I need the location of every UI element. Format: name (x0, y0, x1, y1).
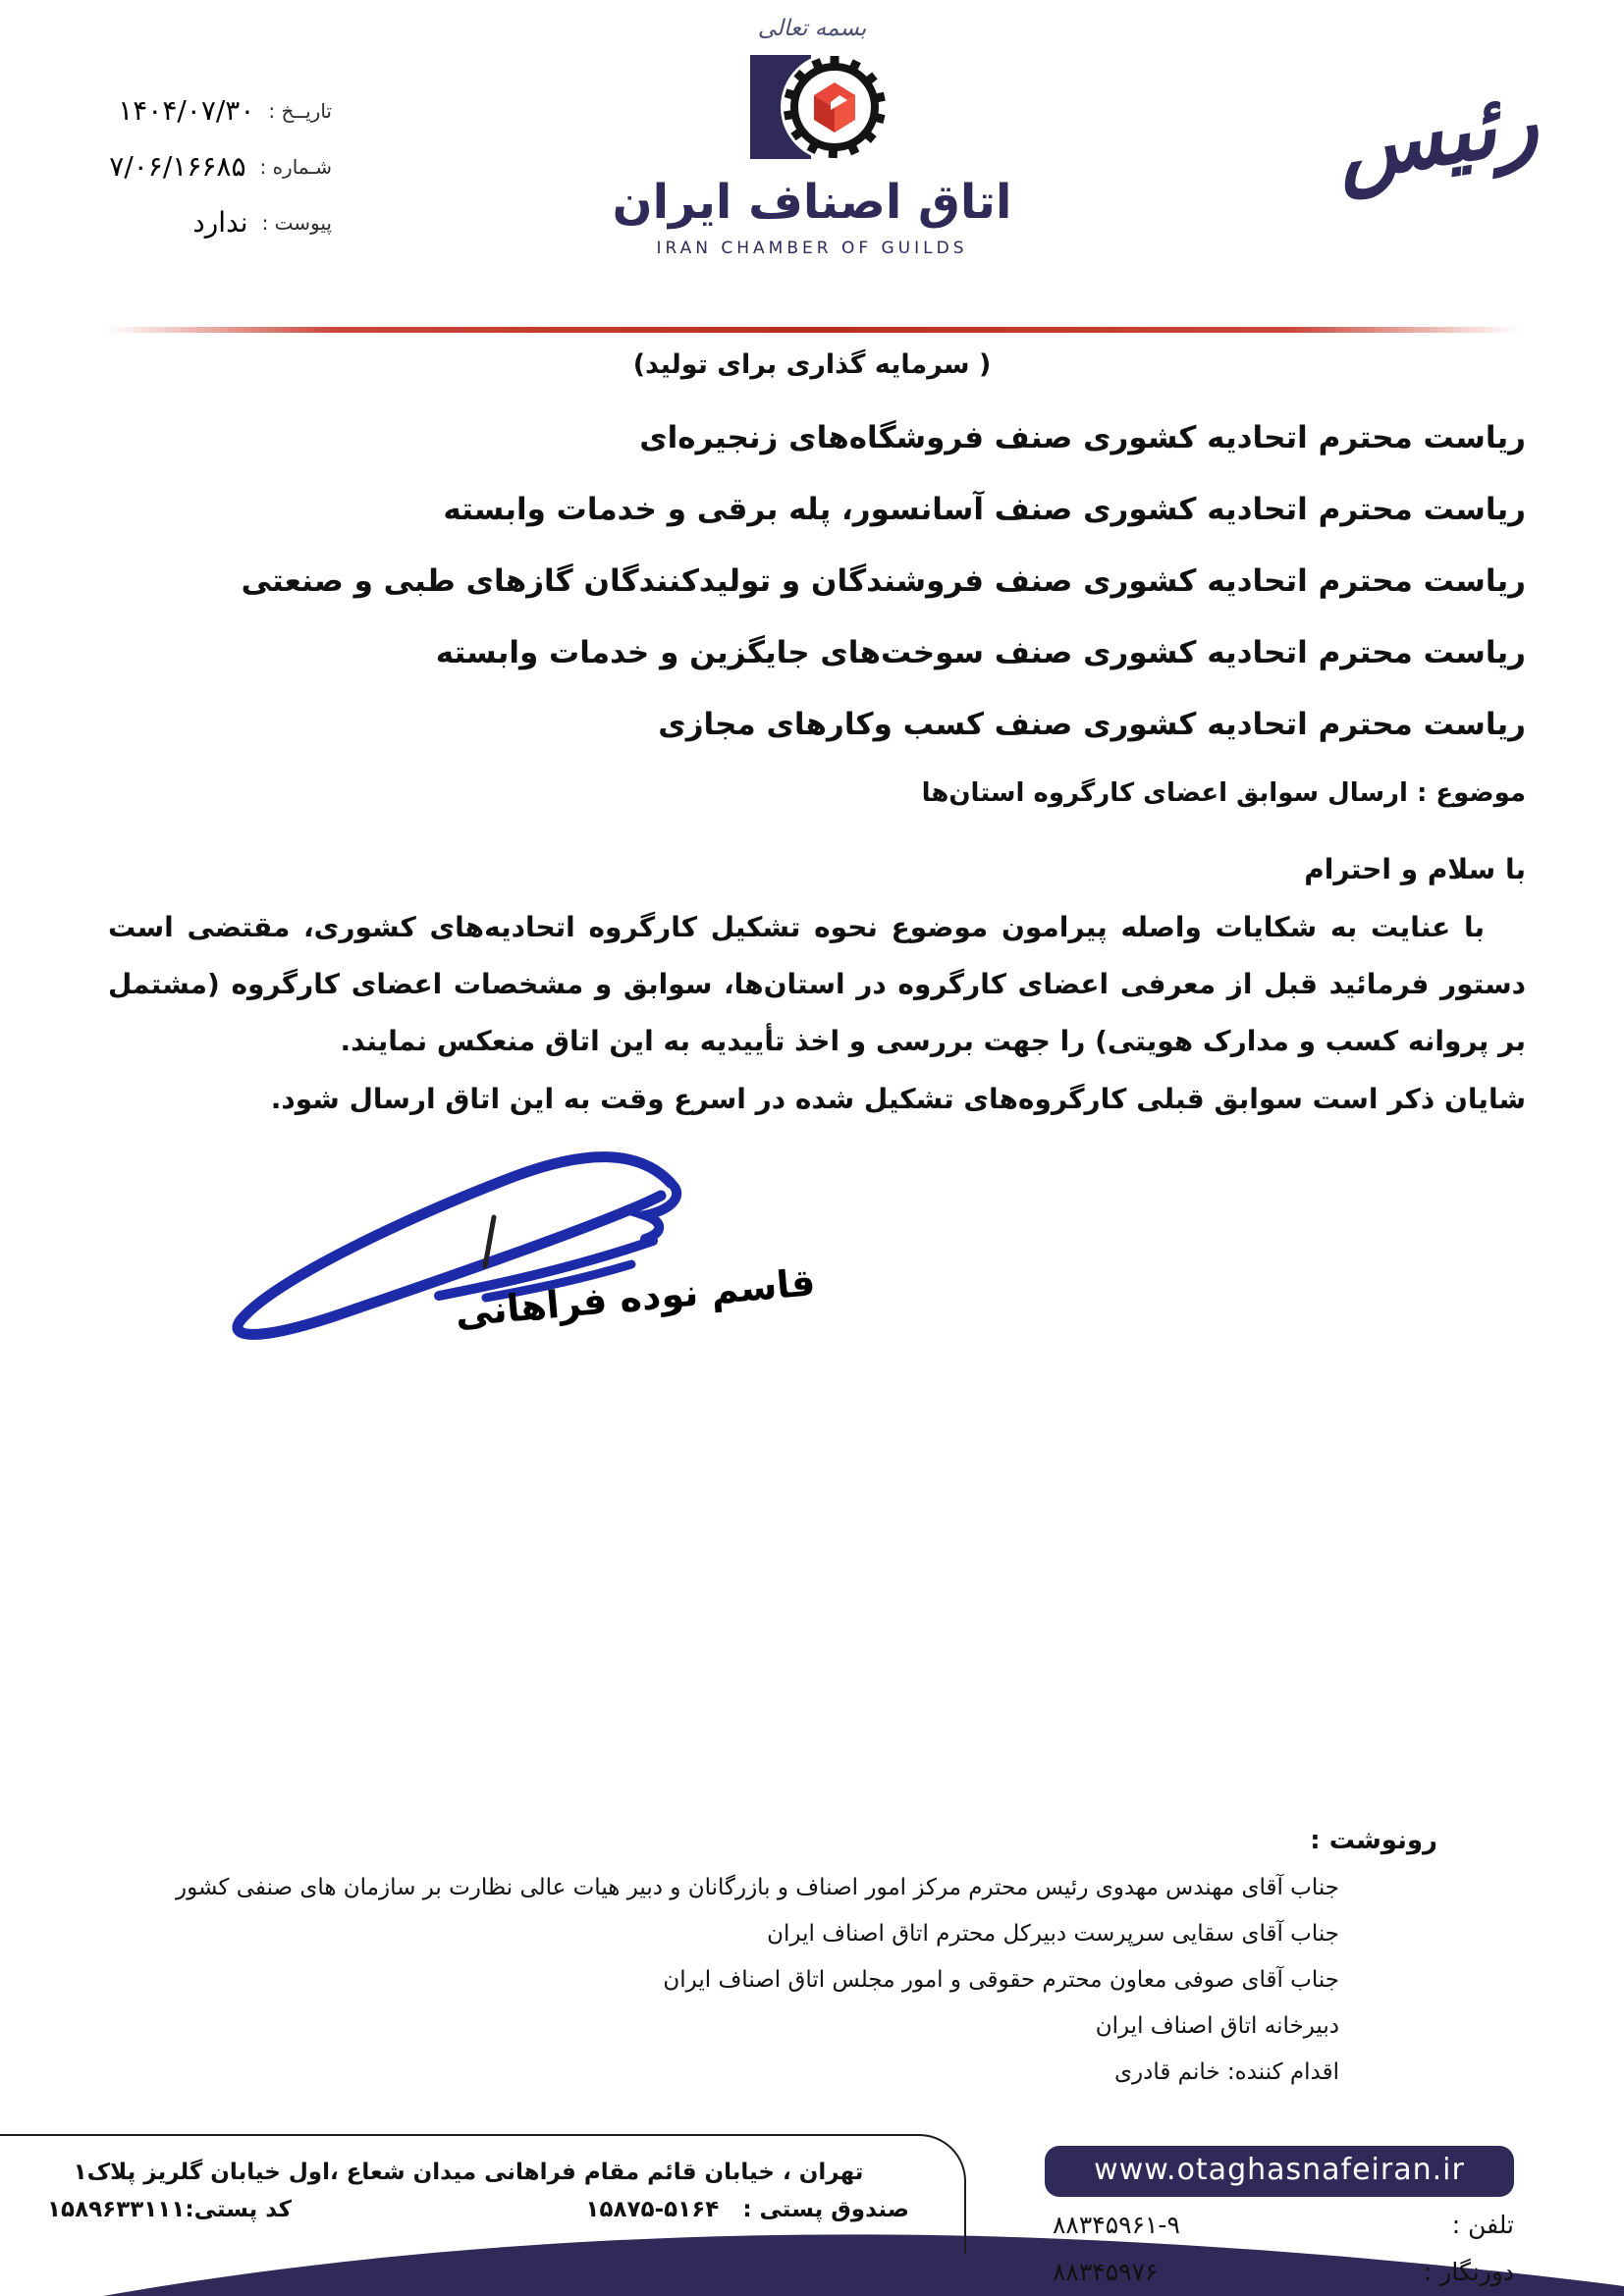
meta-date-row (57, 94, 332, 127)
letter-meta (57, 94, 332, 262)
phone-label: تلفن : (1451, 2211, 1514, 2239)
letter-content (98, 420, 1526, 1128)
pobox-value: ۱۵۸۷۵-۵۱۶۴ (585, 2197, 720, 2222)
number-value: ۷/۰۶/۱۶۶۸۵ (109, 150, 246, 183)
address-box (0, 2134, 966, 2254)
pobox-label: صندوق پستی : (742, 2197, 909, 2222)
recipient-list (98, 420, 1526, 742)
letterhead-center (537, 16, 1087, 258)
pobox (585, 2197, 909, 2222)
postal-value: ۱۵۸۹۶۳۳۱۱۱ (47, 2197, 186, 2222)
slogan-text: ( سرمایه گذاری برای تولید) (632, 349, 992, 380)
meta-number-row (57, 150, 332, 183)
cc-list (132, 1865, 1437, 2096)
cc-label: رونوشت : (1310, 1826, 1437, 1855)
body-paragraph-2: شایان ذکر است سوابق قبلی کارگروه‌های تشکیل شده در اسرع وقت به این اتاق ارسال شود. (270, 1082, 1526, 1115)
chamber-logo-icon (729, 43, 895, 173)
president-calligraphy: رئیس (1328, 69, 1544, 201)
signer-name: قاسم نوده فراهانی (453, 1260, 817, 1335)
phone-value: ۸۸۳۴۵۹۶۱-۹ (1053, 2211, 1180, 2239)
org-name-farsi: اتاق اصناف ایران (612, 175, 1012, 230)
recipient-line: ریاست محترم اتحادیه کشوری صنف کسب وکارهای مجازی (658, 707, 1526, 742)
date-value: ۱۴۰۴/۰۷/۳۰ (118, 94, 255, 127)
number-label: شـماره : (259, 154, 332, 179)
address-line: تهران ، خیابان قائم مقام فراهانی میدان شعاع ،اول خیابان گلریز پلاک۱ (73, 2160, 864, 2185)
signature-block (191, 1127, 817, 1372)
fax-label: دورنگار : (1423, 2258, 1514, 2286)
recipient-line: ریاست محترم اتحادیه کشوری صنف سوخت‌های جایگزین و خدمات وابسته (435, 635, 1526, 670)
subject-line: موضوع : ارسال سوابق اعضای کارگروه استان‌ها (921, 778, 1526, 808)
cc-section (132, 1826, 1437, 2096)
fax-row (1053, 2258, 1514, 2286)
signature-scribble-icon (191, 1127, 741, 1372)
meta-attachment-row (57, 206, 332, 239)
cc-item: جناب آقای سقایی سرپرست دبیرکل محترم اتاق اصناف ایران (767, 1921, 1339, 1947)
bismillah-text: بسمه تعالی (757, 16, 867, 41)
postal-label: کد پستی: (185, 2197, 292, 2222)
recipient-line: ریاست محترم اتحادیه کشوری صنف آسانسور، پله برقی و خدمات وابسته (443, 492, 1526, 527)
date-label: تاریــخ : (268, 98, 332, 123)
header-divider-rule (106, 327, 1518, 333)
attachment-label: پیوست : (261, 210, 332, 235)
address-codes-row (0, 2185, 964, 2222)
recipient-line: ریاست محترم اتحادیه کشوری صنف فروشندگان و تولیدکنندگان گازهای طبی و صنعتی (241, 563, 1526, 599)
recipient-line: ریاست محترم اتحادیه کشوری صنف فروشگاه‌های زنجیره‌ای (639, 420, 1526, 455)
org-name-english: IRAN CHAMBER OF GUILDS (656, 238, 968, 258)
cc-item: دبیرخانه اتاق اصناف ایران (1095, 2013, 1339, 2039)
website-badge: www.otaghasnafeiran.ir (1045, 2146, 1514, 2197)
cc-item: اقدام کننده: خانم قادری (1113, 2059, 1339, 2085)
cc-item: جناب آقای صوفی معاون محترم حقوقی و امور مجلس اتاق اصناف ایران (663, 1967, 1339, 1993)
body-paragraph-1: با عنایت به شکایات واصله پیرامون موضوع نحوه تشکیل کارگروه اتحادیه‌های کشوری، مقتضی است دستور فرمائید قبل از معرفی اعضای کارگروه در استان‌ها، سوابق و مشخصات اعضای کارگروه (مشتمل بر پروانه کسب و مدارک هویتی) را جهت بررسی و اخذ تأییدیه به این اتاق منعکس نمایند. (108, 911, 1526, 1058)
postal-code (47, 2197, 292, 2222)
fax-value: ۸۸۳۴۵۹۷۶ (1053, 2258, 1159, 2286)
cc-item: جناب آقای مهندس مهدوی رئیس محترم مرکز امور اصناف و بازرگانان و دبیر هیات عالی نظارت بر سازمان های صنفی کشور (175, 1875, 1339, 1900)
attachment-value: ندارد (192, 206, 248, 239)
salutation-line: با سلام و احترام (1304, 853, 1526, 885)
phone-row (1053, 2211, 1514, 2239)
